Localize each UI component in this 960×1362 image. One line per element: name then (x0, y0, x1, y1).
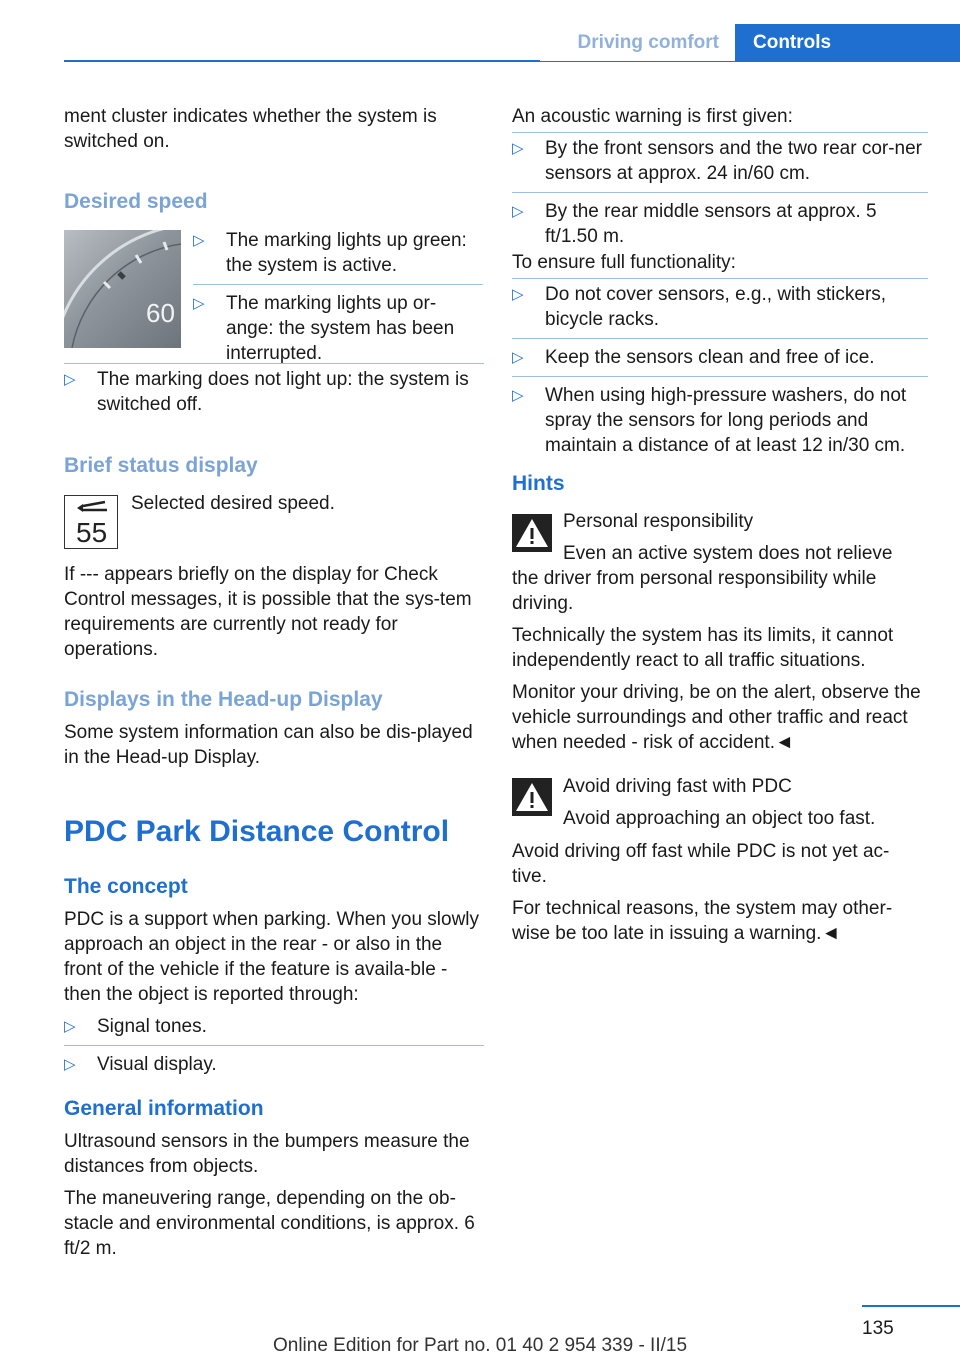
list-item: ▷ By the front sensors and the two rear cor-ner sensors at approx. 24 in/60 cm. (512, 138, 923, 184)
page-number: 135 (862, 1318, 894, 1339)
brief-status-caption: Selected desired speed. (131, 493, 335, 514)
triangle-bullet-icon: ▷ (512, 140, 524, 157)
triangle-bullet-icon: ▷ (193, 232, 205, 249)
triangle-bullet-icon: ▷ (193, 295, 205, 312)
list-item: ▷ The marking lights up green: the system is active. (193, 230, 467, 276)
intro-paragraph: ment cluster indicates whether the system is switched on. (64, 106, 437, 152)
desired-speed-bullets (193, 228, 483, 366)
hud-paragraph: Some system information can also be dis-played in the Head-up Display. (64, 722, 473, 768)
list-item: ▷ The marking lights up or-ange: the system has been interrupted. (193, 293, 455, 364)
gauge-number: 60 (146, 298, 175, 328)
svg-text:55: 55 (76, 517, 108, 547)
list-item: ▷ Do not cover sensors, e.g., with stickers, bicycle racks. (512, 284, 887, 330)
warning-triangle-icon (512, 778, 552, 816)
speedometer-icon (64, 230, 181, 348)
edition-footer: Online Edition for Part no. 01 40 2 954 339 - II/15 (272, 1335, 688, 1356)
list-item: ▷ Visual display. (64, 1054, 217, 1075)
triangle-bullet-icon: ▷ (512, 387, 524, 404)
triangle-bullet-icon: ▷ (64, 1018, 76, 1035)
triangle-bullet-icon: ▷ (512, 349, 524, 366)
warning1-first-line: Even an active system does not relieve (563, 543, 893, 564)
list-item: ▷ Signal tones. (64, 1016, 207, 1037)
list-item: ▷ Keep the sensors clean and free of ice. (512, 347, 875, 368)
list-item: ▷ The marking does not light up: the system is switched off. (64, 369, 469, 415)
warning1-paragraph-2: Technically the system has its limits, it cannot independently react to all traffic situations. (512, 625, 894, 671)
brief-status-paragraph: If --- appears briefly on the display for Check Control messages, it is possible that the sys-tem requirements are currently not ready for operations. (64, 564, 472, 660)
speed-gauge-image (64, 230, 181, 348)
desired-speed-heading: Desired speed (64, 190, 208, 213)
header-section-label: Driving comfort (540, 24, 735, 61)
function-bullets (512, 282, 928, 458)
triangle-bullet-icon: ▷ (512, 203, 524, 220)
acoustic-intro: An acoustic warning is first given: (512, 106, 793, 127)
general-info-paragraph-2: The maneuvering range, depending on the ob-stacle and environmental conditions, is approx. 6 ft/2 m. (64, 1188, 475, 1259)
concept-bullets (64, 1014, 484, 1077)
acoustic-bullets (512, 136, 928, 249)
warning1-title: Personal responsibility (563, 511, 754, 532)
header-chapter-tab: Controls (735, 24, 960, 61)
warning1-paragraph-3: Monitor your driving, be on the alert, observe the vehicle surroundings and other traffic and react when needed - risk of accident.◄ (512, 682, 921, 753)
warning2-first-line: Avoid approaching an object too fast. (563, 808, 876, 829)
concept-heading: The concept (64, 875, 188, 898)
warning2-title: Avoid driving fast with PDC (563, 776, 792, 797)
triangle-bullet-icon: ▷ (64, 371, 76, 388)
desired-speed-display-icon (64, 495, 118, 549)
pdc-title: PDC Park Distance Control (64, 815, 450, 848)
warning-triangle-icon (512, 514, 552, 552)
warning2-paragraph-3: For technical reasons, the system may other-wise be too late in issuing a warning.◄ (512, 898, 893, 944)
hud-heading: Displays in the Head-up Display (64, 688, 383, 711)
hints-heading: Hints (512, 472, 565, 495)
triangle-bullet-icon: ▷ (512, 286, 524, 303)
page-number-rule (862, 1305, 960, 1307)
triangle-bullet-icon: ▷ (64, 1056, 76, 1073)
general-info-paragraph-1: Ultrasound sensors in the bumpers measure the distances from objects. (64, 1131, 470, 1177)
concept-paragraph: PDC is a support when parking. When you slowly approach an object in the rear - or also in the front of the vehicle if the feature is availa-ble - then the object is reported through: (64, 909, 480, 1005)
function-intro: To ensure full functionality: (512, 252, 736, 273)
list-item: ▷ When using high-pressure washers, do not spray the sensors for long periods and maintain a distance of at least 12 in/30 cm. (512, 385, 907, 456)
warning2-paragraph-2: Avoid driving off fast while PDC is not yet ac-tive. (512, 841, 890, 887)
general-info-heading: General information (64, 1097, 264, 1120)
list-item: ▷ By the rear middle sensors at approx. 5 ft/1.50 m. (512, 201, 877, 247)
warning1-rest: the driver from personal responsibility while driving. (512, 568, 877, 614)
brief-status-heading: Brief status display (64, 454, 258, 477)
